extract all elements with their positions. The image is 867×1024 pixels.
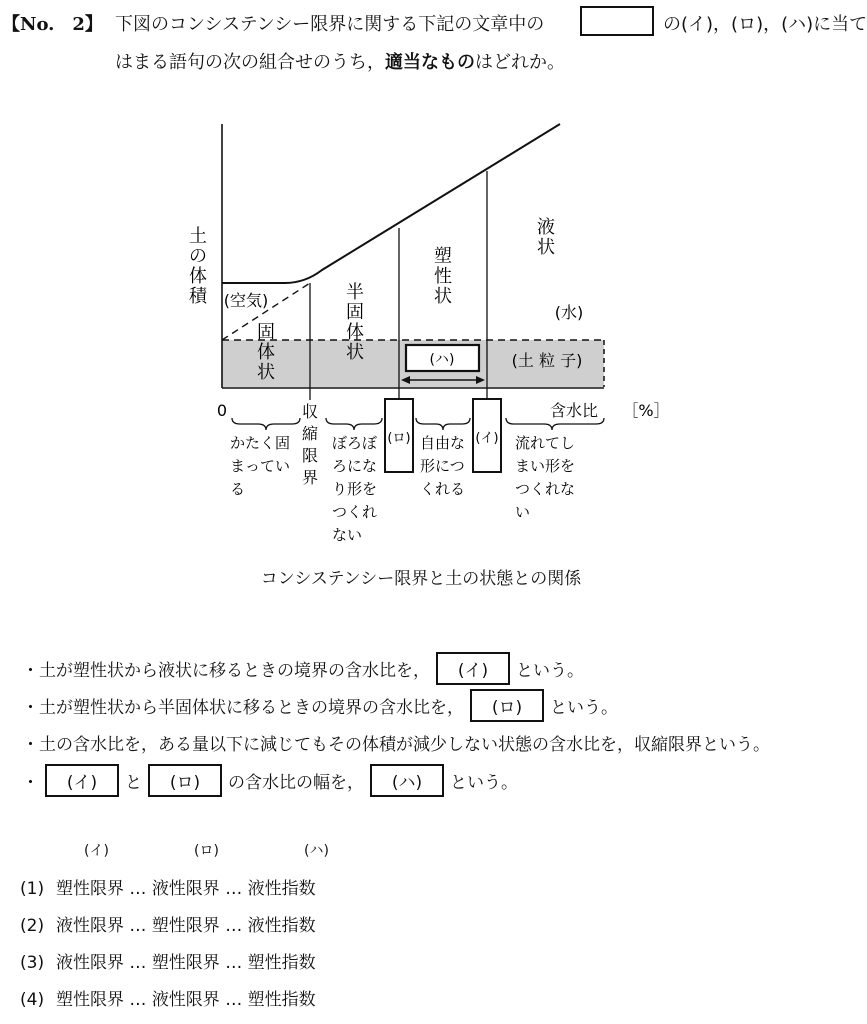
desc-semi-5: ない (332, 526, 363, 544)
box-ha-label: (ハ) (429, 352, 455, 368)
y-label-2: の (189, 246, 207, 267)
desc-semi-4: つくれ (332, 503, 378, 521)
option-header-ha: (ハ) (304, 843, 329, 859)
box-ro-label: (ロ) (387, 431, 411, 446)
brace-solid (232, 418, 300, 430)
desc-solid-3: る (230, 480, 246, 498)
option-sep: … (129, 953, 147, 973)
statement-4 (22, 764, 518, 797)
option-number: (3) (20, 953, 45, 973)
option-row-1[interactable] (20, 874, 316, 899)
plastic-label-2: 性 (434, 266, 452, 287)
y-label-4: 積 (189, 286, 207, 307)
box-i-label: (イ) (475, 431, 499, 446)
water-label: (水) (554, 303, 584, 322)
stem-text-end: はどれか。 (475, 52, 565, 73)
brace-semi (326, 418, 382, 430)
brace-plastic (416, 418, 470, 430)
option-sep: … (225, 990, 243, 1010)
desc-liquid-3: つくれな (515, 480, 576, 498)
shrinkage-1: 収 (301, 402, 319, 421)
statement-4-mid: の含水比の幅を， (228, 773, 364, 793)
statement-1-box: (イ) (436, 652, 510, 685)
shrinkage-4: 界 (301, 468, 319, 487)
option-number: (4) (20, 990, 45, 1010)
option-i: 液性限界 (56, 916, 124, 936)
liquid-label-1: 液 (537, 217, 555, 238)
statement-1-text: ・土が塑性状から液状に移るときの境界の含水比を， (22, 661, 430, 681)
semi-label-3: 体 (346, 322, 364, 343)
statement-1 (22, 652, 584, 685)
option-i: 塑性限界 (56, 990, 124, 1010)
option-number: (1) (20, 879, 45, 899)
shrinkage-3: 限 (301, 446, 319, 465)
desc-plastic-3: くれる (420, 480, 466, 498)
statement-4-end: という。 (450, 773, 518, 793)
desc-liquid-2: まい形を (515, 457, 576, 475)
desc-liquid-4: い (515, 503, 531, 521)
solid-label-2: 体 (257, 342, 275, 363)
option-number: (2) (20, 916, 45, 936)
option-sep: … (225, 916, 243, 936)
semi-label-4: 状 (346, 342, 364, 363)
liquid-label-2: 状 (537, 237, 555, 258)
statement-2 (22, 689, 618, 722)
desc-solid-1: かたく固 (230, 434, 291, 452)
solid-label-3: 状 (257, 362, 275, 383)
option-ha: 塑性指数 (247, 990, 316, 1010)
diagram-caption: コンシステンシー限界と土の状態との関係 (260, 569, 582, 589)
option-ro: 液性限界 (151, 879, 220, 899)
origin-label: 0 (216, 401, 228, 420)
question-stem-line1: 下図のコンシステンシー限界に関する下記の文章中の (115, 14, 545, 35)
option-sep: … (225, 879, 243, 899)
shrinkage-2: 縮 (301, 424, 319, 443)
option-i: 液性限界 (56, 953, 124, 973)
option-ro: 塑性限界 (151, 916, 220, 936)
semi-label-2: 固 (346, 302, 364, 323)
unit-label: ［%］ (622, 401, 670, 420)
statement-4-and: と (125, 773, 142, 793)
question-number: 【No. 2】 (2, 14, 103, 35)
statement-3: ・土の含水比を，ある量以下に減じてもその体積が減少しない状態の含水比を，収縮限界という。 (22, 735, 770, 755)
option-header-i: (イ) (84, 843, 109, 859)
option-row-3[interactable] (20, 948, 316, 973)
desc-semi-3: り形を (332, 480, 378, 498)
option-header-ro: (ロ) (194, 843, 219, 859)
statement-1-end: という。 (516, 661, 584, 681)
stem-text: はまる語句の次の組合せのうち， (115, 52, 385, 73)
desc-semi-2: ろにな (332, 457, 378, 475)
option-sep: … (129, 916, 147, 936)
plastic-label-3: 状 (434, 286, 452, 307)
stem-emphasis: 適当なもの (385, 52, 475, 73)
desc-plastic-2: 形につ (420, 457, 465, 475)
option-ro: 液性限界 (151, 990, 220, 1010)
statement-4-box-i: (イ) (45, 764, 119, 797)
option-ha: 液性指数 (247, 879, 316, 899)
desc-solid-2: まってい (230, 457, 291, 475)
statement-4-box-ro: (ロ) (148, 764, 222, 797)
option-row-2[interactable] (20, 911, 316, 936)
plastic-label-1: 塑 (434, 246, 452, 267)
option-i: 塑性限界 (56, 879, 124, 899)
statement-2-text: ・土が塑性状から半固体状に移るときの境界の含水比を， (22, 698, 464, 718)
desc-plastic-1: 自由な (420, 434, 466, 452)
air-label: (空気) (223, 291, 269, 310)
statement-4-box-ha: (ハ) (370, 764, 444, 797)
solid-label-1: 固 (257, 322, 275, 343)
y-label-3: 体 (189, 266, 207, 287)
question-stem-line1-end: の(イ)，(ロ)，(ハ)に当て (663, 14, 867, 35)
statement-2-box: (ロ) (470, 689, 544, 722)
option-ha: 液性指数 (247, 916, 316, 936)
y-label-1: 土 (189, 226, 207, 247)
option-sep: … (225, 953, 243, 973)
volume-curve (222, 124, 560, 283)
desc-semi-1: ぼろぼ (332, 434, 378, 452)
statement-2-end: という。 (550, 698, 618, 718)
option-sep: … (129, 879, 147, 899)
particles-label: (土 粒 子) (511, 351, 583, 370)
x-axis-label: 含水比 (549, 401, 599, 420)
option-row-4[interactable] (20, 985, 316, 1010)
option-sep: … (129, 990, 147, 1010)
semi-label-1: 半 (346, 282, 364, 303)
option-ha: 塑性指数 (247, 953, 316, 973)
desc-liquid-1: 流れてし (515, 434, 576, 452)
option-ro: 塑性限界 (151, 953, 220, 973)
statement-4-bullet: ・ (22, 773, 39, 793)
